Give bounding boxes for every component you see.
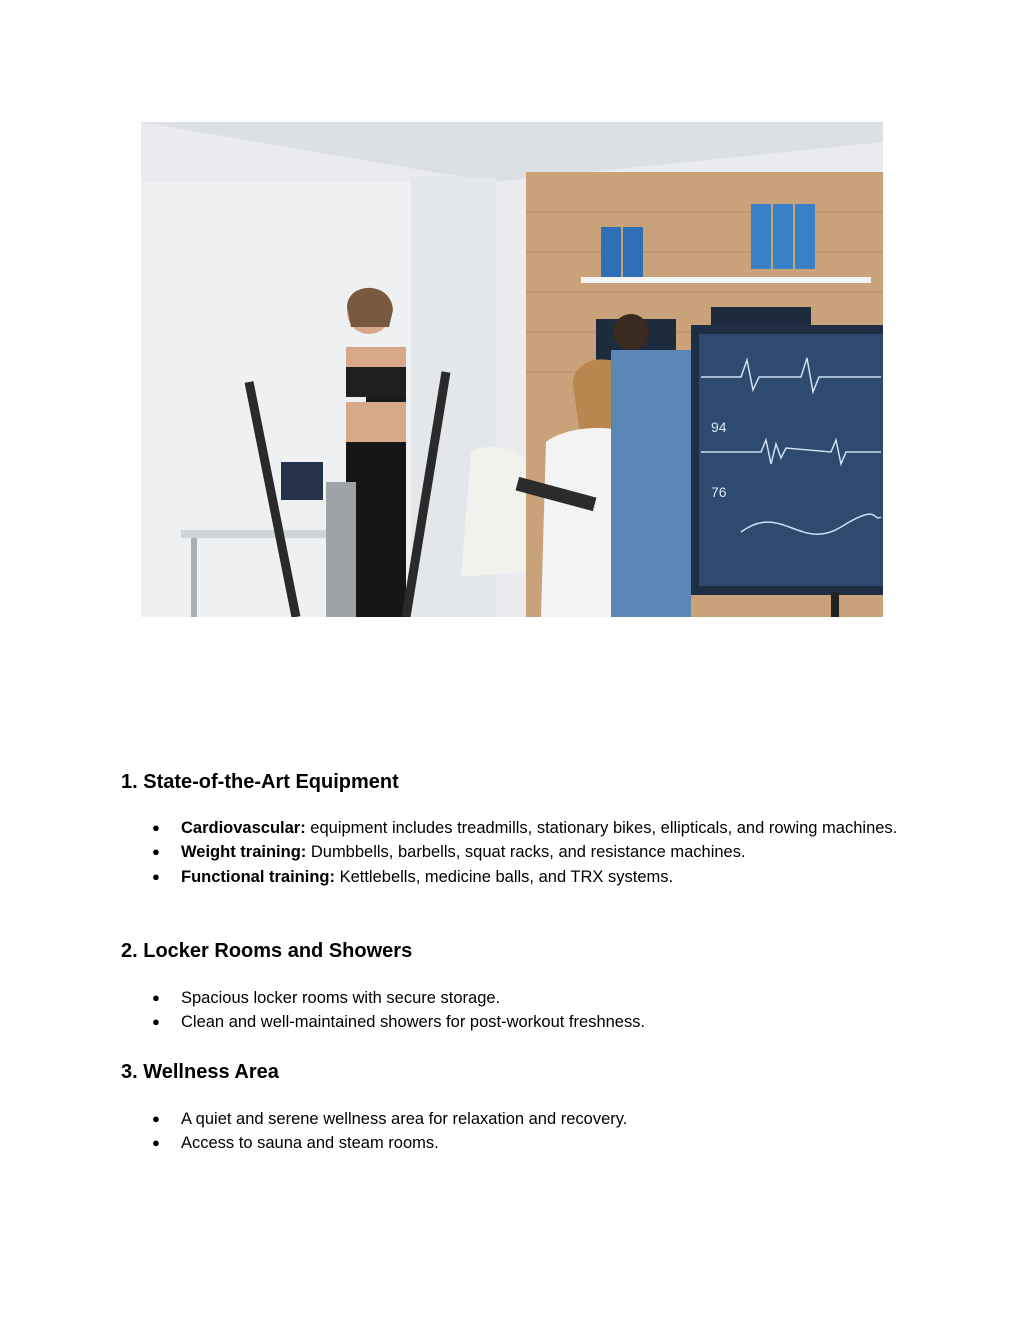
bullet-icon: ● (152, 1135, 160, 1151)
list-item (152, 1131, 912, 1155)
bullet-icon: ● (152, 1111, 160, 1126)
monitor-readout-1: 94 (711, 419, 727, 435)
list-item-label: Functional training: (181, 867, 335, 886)
list-item-text: Clean and well-maintained showers for post-workout freshness. (181, 1013, 646, 1032)
section-title-wellness: 3. Wellness Area (121, 1061, 279, 1083)
list-item-text: equipment includes treadmills, stationary bikes, ellipticals, and rowing machines. (305, 819, 898, 837)
list-item-text: Dumbbells, barbells, squat racks, and resistance machines. (306, 843, 746, 862)
bullet-icon: ● (152, 844, 160, 860)
list-item (152, 840, 912, 864)
list-item (152, 1010, 912, 1034)
list-item (152, 865, 912, 889)
list-item-text: Spacious locker rooms with secure storage. (181, 989, 501, 1007)
list-item-label: Weight training: (181, 843, 307, 862)
list-item (152, 986, 912, 1010)
section-title-equipment: 1. State-of-the-Art Equipment (121, 771, 399, 793)
section-title-locker-rooms: 2. Locker Rooms and Showers (121, 940, 413, 962)
bullet-icon: ● (152, 820, 160, 835)
equipment-list (152, 816, 912, 889)
locker-rooms-list (152, 986, 912, 1035)
monitor-readout-2: 76 (711, 484, 727, 500)
fitness-lab-illustration (141, 122, 883, 617)
wellness-list (152, 1107, 912, 1156)
bullet-icon: ● (152, 868, 160, 884)
list-item-text: A quiet and serene wellness area for relaxation and recovery. (181, 1110, 628, 1128)
list-item (152, 816, 912, 840)
list-item-text: Access to sauna and steam rooms. (181, 1134, 439, 1153)
list-item-text: Kettlebells, medicine balls, and TRX systems. (335, 867, 674, 886)
list-item-label: Cardiovascular: (181, 819, 306, 837)
list-item (152, 1107, 912, 1131)
bullet-icon: ● (152, 1014, 160, 1030)
bullet-icon: ● (152, 990, 160, 1005)
hero-photo (141, 122, 883, 617)
